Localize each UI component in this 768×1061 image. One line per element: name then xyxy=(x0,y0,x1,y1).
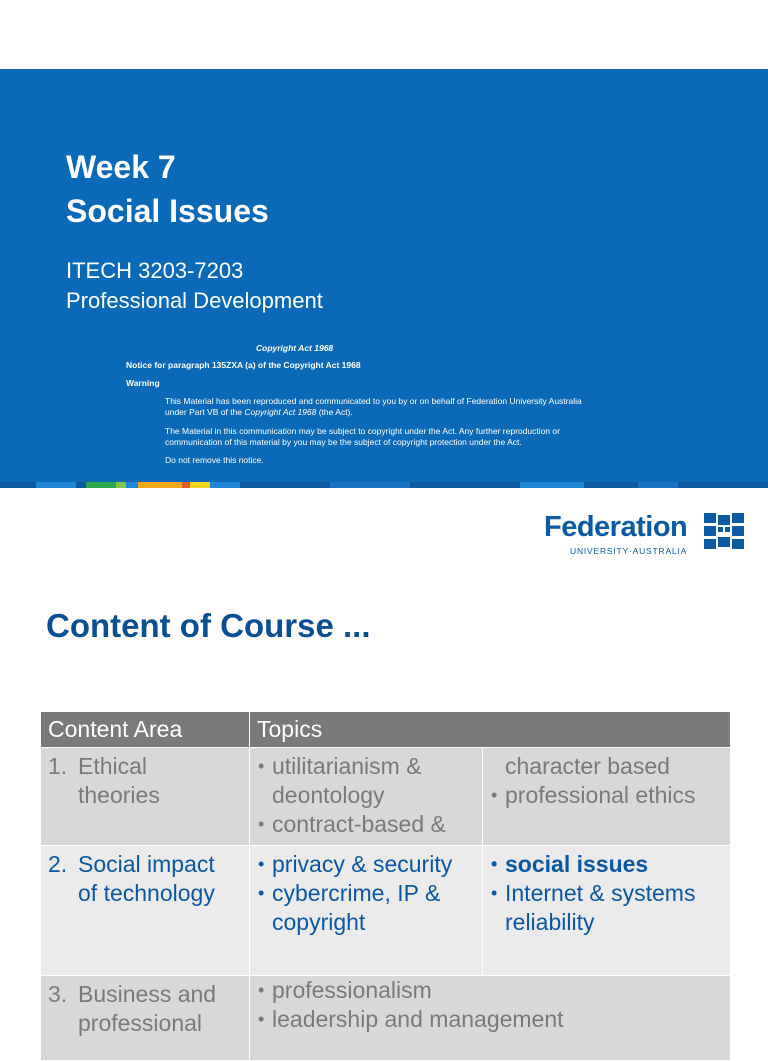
list-item: • leadership and management xyxy=(256,1005,726,1034)
slide-title xyxy=(66,145,269,233)
topics-cell xyxy=(250,846,483,976)
notice-line-4: communication of this material by you may be the subject of copyright protection under the Act. xyxy=(165,437,522,447)
list-item: • privacy & security xyxy=(256,850,478,879)
notice-line-5: Do not remove this notice. xyxy=(165,455,264,465)
list-item-continued: character based xyxy=(505,753,670,779)
list-item: • utilitarianism & deontology xyxy=(256,752,478,810)
list-item-highlighted: • social issues xyxy=(489,850,726,879)
notice-paragraph: Notice for paragraph 135ZXA (a) of the Copyright Act 1968 xyxy=(126,360,361,370)
table-row xyxy=(41,976,731,1061)
content-area-cell: 3. Business and professional xyxy=(41,976,250,1061)
title-slide xyxy=(0,69,768,495)
notice-line-2: under Part VB of the Copyright Act 1968 (the Act). xyxy=(165,407,353,417)
title-line-week: Week 7 xyxy=(66,149,176,185)
notice-line-3: The Material in this communication may be subject to copyright under the Act. Any further reproduction or xyxy=(165,426,560,436)
header-content-area: Content Area xyxy=(41,712,250,748)
list-item: • cybercrime, IP & copyright xyxy=(256,879,478,937)
title-panel xyxy=(0,69,768,482)
table-header-row xyxy=(41,712,731,748)
content-slide xyxy=(0,495,768,1036)
table-row xyxy=(41,846,731,976)
topics-cell xyxy=(483,846,731,976)
content-area-cell: 1. Ethical theories xyxy=(41,748,250,846)
notice-line-1: This Material has been reproduced and communicated to you by or on behalf of Federation University Australia xyxy=(165,396,582,406)
topics-cell xyxy=(483,748,731,846)
course-info xyxy=(66,256,323,316)
title-line-topic: Social Issues xyxy=(66,193,269,229)
color-stripe xyxy=(0,482,768,488)
list-item: • professionalism xyxy=(256,976,726,1005)
notice-act-title: Copyright Act 1968 xyxy=(256,343,334,353)
slide-heading: Content of Course ... xyxy=(46,607,371,644)
course-name: Professional Development xyxy=(66,288,323,313)
federation-emblem-icon xyxy=(704,513,746,549)
topics-cell xyxy=(250,748,483,846)
list-item: • professional ethics xyxy=(489,781,726,810)
notice-warning: Warning xyxy=(126,378,160,388)
logo-wordmark: Federation xyxy=(544,511,688,543)
list-item: • contract-based & xyxy=(256,810,478,839)
table-row xyxy=(41,748,731,846)
logo-subtitle: UNIVERSITY·AUSTRALIA xyxy=(570,546,688,556)
list-item: • Internet & systems reliability xyxy=(489,879,726,937)
header-topics: Topics xyxy=(250,712,731,748)
course-content-table xyxy=(40,711,731,1061)
content-area-cell: 2. Social impact of technology xyxy=(41,846,250,976)
topics-cell xyxy=(250,976,731,1061)
course-code: ITECH 3203-7203 xyxy=(66,258,244,283)
